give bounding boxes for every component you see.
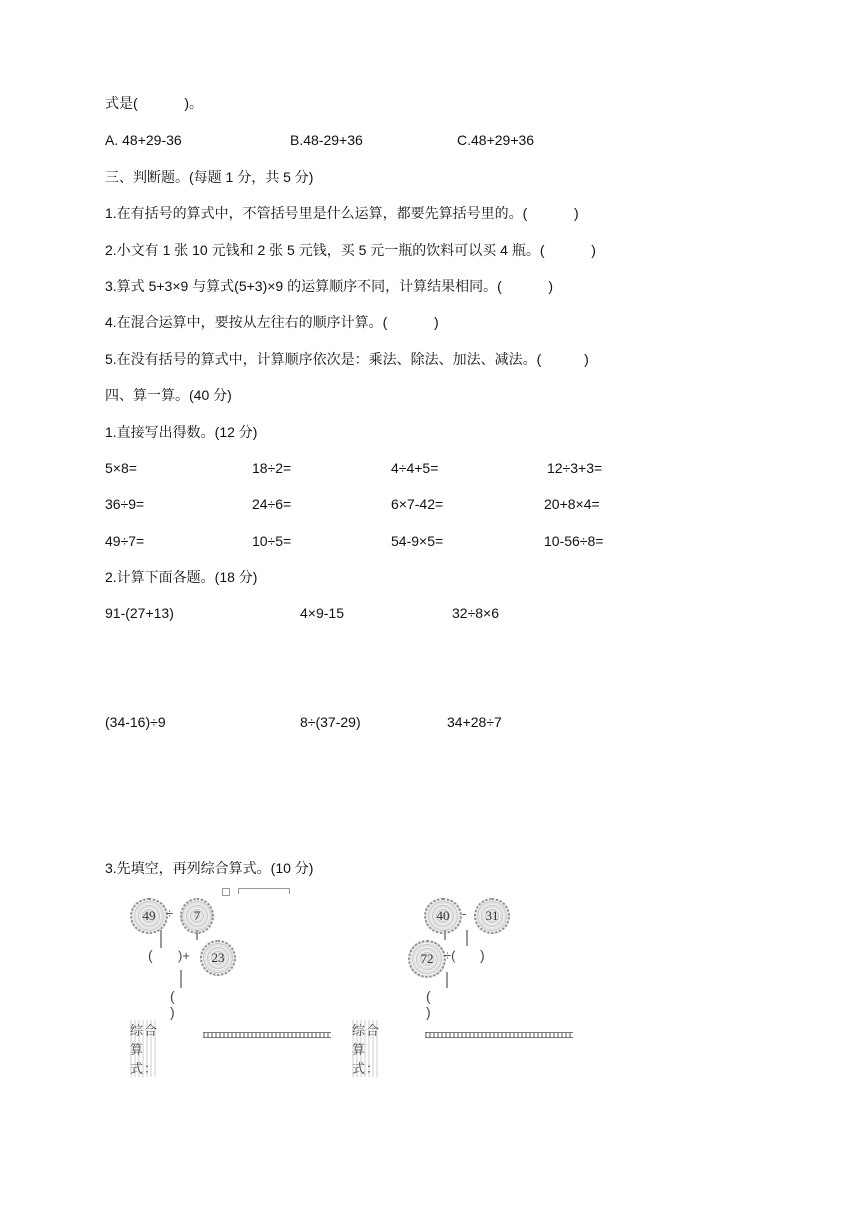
arrow-line <box>180 970 182 988</box>
calc-item: 4×9-15 <box>300 605 344 621</box>
number-bubble: 72 <box>408 940 446 978</box>
judge-item-4: 4.在混合运算中，要按从左往右的顺序计算。( ) <box>105 314 439 330</box>
calc-item: 34+28÷7 <box>447 714 502 730</box>
oral-item: 6×7-42= <box>391 496 444 512</box>
section-3-title: 三、判断题。(每题 1 分，共 5 分) <box>105 169 314 185</box>
blank-open: ( <box>148 947 153 963</box>
number-bubble: 31 <box>474 898 510 934</box>
number-bubble: 7 <box>180 898 214 934</box>
oral-item: 10÷5= <box>252 533 292 549</box>
question-stem-tail: 式是( )。 <box>105 95 203 111</box>
answer-line <box>425 1032 573 1038</box>
judge-item-2: 2.小文有 1 张 10 元钱和 2 张 5 元钱，买 5 元一瓶的饮料可以买 4 瓶。( ) <box>105 242 596 258</box>
part-2-title: 2.计算下面各题。(18 分) <box>105 569 258 585</box>
combined-formula-label: 综合算式： <box>352 1020 380 1077</box>
oral-item: 20+8×4= <box>544 496 600 512</box>
arrow-line <box>446 972 448 988</box>
operator: )+ <box>178 948 190 963</box>
number-bubble: 40 <box>424 898 462 934</box>
blank-result: ( ) <box>170 988 175 1020</box>
number-bubble: 49 <box>130 898 168 934</box>
operator: - <box>462 906 467 921</box>
oral-item: 54-9×5= <box>391 533 444 549</box>
operator: ÷ <box>166 906 174 921</box>
calc-item: 8÷(37-29) <box>300 714 361 730</box>
arrow-line <box>196 930 198 940</box>
combined-formula-label: 综合算式： <box>130 1020 158 1077</box>
scan-fragment <box>222 888 230 896</box>
choice-b: B.48-29+36 <box>290 132 363 148</box>
calc-item: (34-16)÷9 <box>105 714 166 730</box>
arrow-line <box>466 930 468 946</box>
oral-item: 49÷7= <box>105 533 145 549</box>
blank-result: ( ) <box>426 988 431 1020</box>
oral-item: 10-56÷8= <box>544 533 604 549</box>
number-bubble: 23 <box>200 940 236 976</box>
choice-a: A. 48+29-36 <box>105 132 182 148</box>
scan-fragment <box>238 888 290 894</box>
answer-line <box>203 1032 331 1038</box>
arrow-line <box>160 930 162 948</box>
operator: ÷( <box>444 948 456 963</box>
judge-item-1: 1.在有括号的算式中，不管括号里是什么运算，都要先算括号里的。( ) <box>105 205 579 221</box>
judge-item-5: 5.在没有括号的算式中，计算顺序依次是：乘法、除法、加法、减法。( ) <box>105 351 589 367</box>
calc-item: 32÷8×6 <box>452 605 500 621</box>
oral-item: 12÷3+3= <box>547 460 603 476</box>
oral-item: 4÷4+5= <box>391 460 439 476</box>
oral-item: 36÷9= <box>105 496 145 512</box>
section-4-title: 四、算一算。(40 分) <box>105 387 232 403</box>
oral-item: 5×8= <box>105 460 137 476</box>
oral-item: 24÷6= <box>252 496 292 512</box>
arrow-line <box>444 930 446 940</box>
part-1-title: 1.直接写出得数。(12 分) <box>105 424 258 440</box>
blank-close: ) <box>480 947 485 963</box>
judge-item-3: 3.算式 5+3×9 与算式(5+3)×9 的运算顺序不同，计算结果相同。( ) <box>105 278 554 294</box>
part-3-title: 3.先填空，再列综合算式。(10 分) <box>105 860 314 876</box>
choice-c: C.48+29+36 <box>457 132 535 148</box>
oral-item: 18÷2= <box>252 460 292 476</box>
calc-item: 91-(27+13) <box>105 605 174 621</box>
